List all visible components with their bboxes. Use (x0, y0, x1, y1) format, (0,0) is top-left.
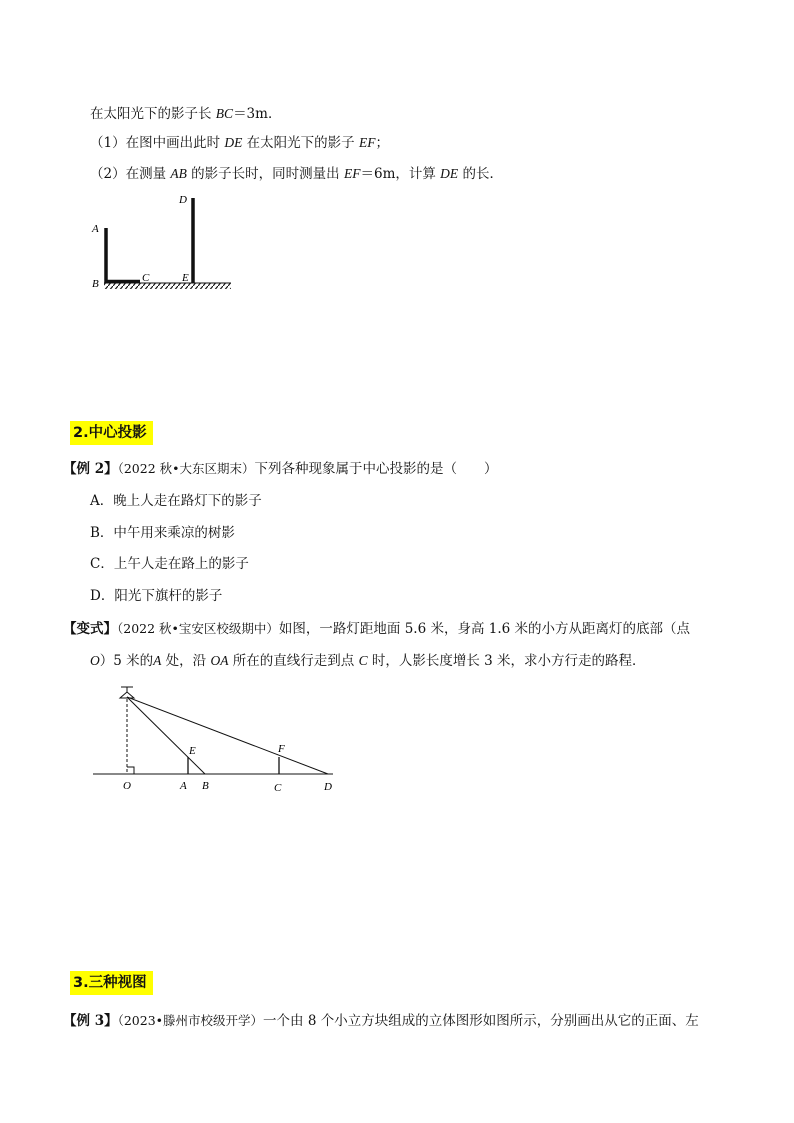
text: 的影子长时，同时测量出 (186, 166, 344, 182)
label-a: A (92, 223, 99, 235)
label-a: A (180, 780, 187, 792)
shadow-figure (88, 190, 248, 300)
option-a: A．晚上人走在路灯下的影子 (90, 493, 262, 509)
right-angle-mark (127, 767, 134, 774)
section2-heading: 2.中心投影 (70, 421, 153, 445)
text: ）5 米的 (99, 653, 154, 669)
var-ab: AB (170, 166, 187, 181)
var-o: O (90, 653, 100, 668)
label-o: O (123, 780, 131, 792)
variant-line2 (90, 652, 646, 670)
label-b: B (202, 780, 209, 792)
var-c: C (358, 653, 368, 668)
text: 所在的直线行走到点 (228, 653, 359, 669)
option-c: C．上午人走在路上的影子 (90, 556, 249, 572)
var-de: DE (224, 135, 243, 150)
label-e: E (189, 745, 196, 757)
example-tag: 【例 3】 (63, 1013, 118, 1029)
var-ef: EF (358, 135, 376, 150)
label-c: C (142, 272, 150, 284)
text: 在太阳光下的影子 (242, 135, 359, 151)
section3-heading: 3.三种视图 (70, 971, 153, 995)
text: 处，沿 (161, 653, 211, 669)
text: 的长． (458, 166, 503, 182)
example3 (63, 1012, 699, 1030)
var-ef: EF (343, 166, 361, 181)
problem1-question1 (90, 134, 389, 152)
example-text: 下列各种现象属于中心投影的是（ ） (254, 461, 498, 477)
problem1-question2 (90, 165, 503, 183)
label-b: B (92, 278, 99, 290)
variant-line1 (63, 620, 690, 638)
label-e: E (182, 272, 189, 284)
label-d: D (179, 194, 187, 206)
ray-to-d (127, 697, 328, 774)
var-oa: OA (210, 653, 229, 668)
example-source: （2022 秋•大东区期末） (117, 461, 255, 476)
var-a: A (153, 653, 162, 668)
var-de: DE (440, 166, 459, 181)
var-bc: BC (215, 106, 234, 121)
variant-text: 如图，一路灯距地面 5.6 米，身高 1.6 米的小方从距离灯的底部（点 (278, 621, 691, 637)
street-lamp-figure (88, 682, 348, 802)
example-source: （2023•滕州市校级开学） (117, 1013, 264, 1028)
variant-source: （2022 秋•宝安区校级期中） (117, 621, 279, 636)
example2 (63, 460, 498, 478)
ray-to-b (127, 697, 205, 774)
example-text: 一个由 8 个小立方块组成的立体图形如图所示，分别画出从它的正面、左 (263, 1013, 699, 1029)
option-b: B．中午用来乘凉的树影 (90, 525, 235, 541)
ground-hatch (104, 283, 231, 289)
text: ＝6m，计算 (360, 166, 441, 182)
text: 在太阳光下的影子长 (90, 106, 216, 122)
label-c: C (274, 782, 282, 794)
label-f: F (278, 743, 285, 755)
text: ＝3m． (233, 106, 282, 122)
text: （2）在测量 (90, 166, 171, 182)
text: （1）在图中画出此时 (90, 135, 225, 151)
label-d: D (324, 781, 332, 793)
option-d: D．阳光下旗杆的影子 (90, 588, 223, 604)
example-tag: 【例 2】 (63, 461, 118, 477)
text: ； (375, 135, 389, 151)
problem1-line1 (90, 105, 281, 123)
text: 时，人影长度增长 3 米，求小方行走的路程． (367, 653, 646, 669)
variant-tag: 【变式】 (63, 621, 117, 637)
